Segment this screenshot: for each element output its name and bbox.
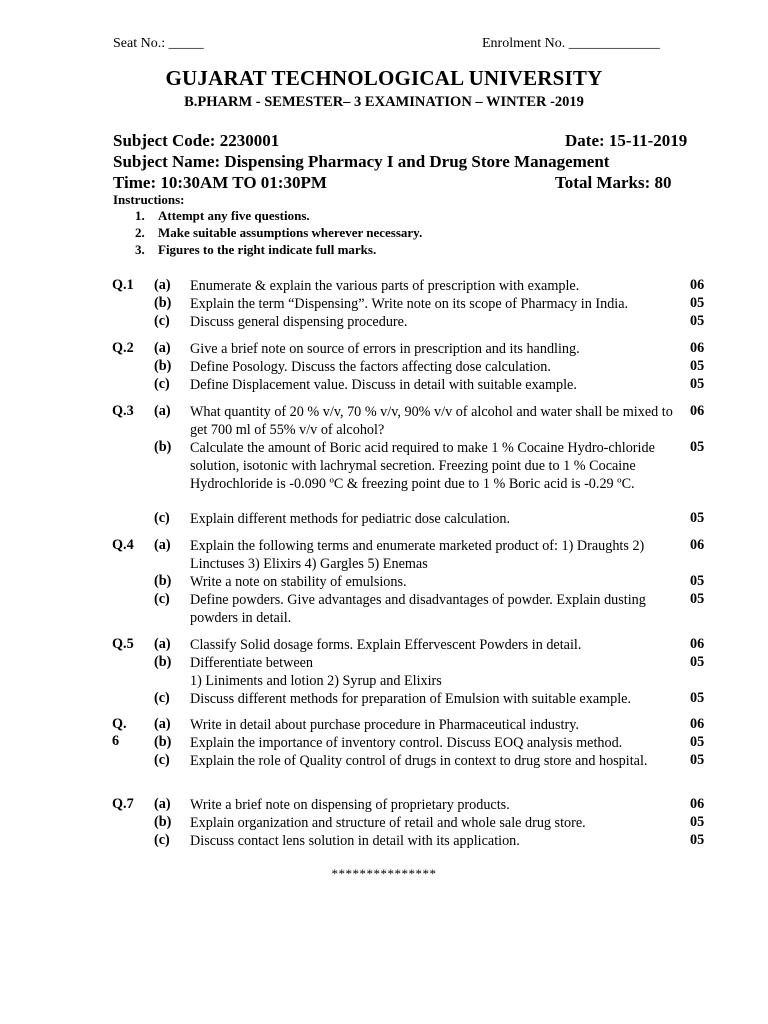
question-number: Q.5 — [112, 636, 134, 652]
instruction-text: Make suitable assumptions wherever necessary. — [158, 225, 423, 240]
question-part-label: (a) — [154, 636, 171, 652]
question-marks: 05 — [690, 832, 705, 848]
question-part-label: (b) — [154, 814, 172, 830]
question-number: Q. 6 — [112, 716, 127, 749]
question-text: Differentiate between 1) Liniments and lotion 2) Syrup and Elixirs — [190, 655, 442, 689]
question-part-label: (a) — [154, 537, 171, 553]
question-part-label: (a) — [154, 277, 171, 293]
instructions-heading: Instructions: — [113, 192, 185, 207]
question-marks: 05 — [690, 654, 705, 670]
question-part-label: (a) — [154, 340, 171, 356]
exam-date: Date: 15-11-2019 — [565, 131, 688, 150]
question-text: Give a brief note on source of errors in prescription and its handling. — [190, 341, 580, 357]
instruction-item — [135, 224, 422, 241]
question-text: Explain organization and structure of retail and whole sale drug store. — [190, 815, 586, 831]
instruction-number: 1. — [135, 208, 145, 223]
question-text: Write a brief note on dispensing of proprietary products. — [190, 797, 510, 813]
instruction-item — [135, 241, 422, 258]
question-marks: 06 — [690, 636, 705, 652]
question-number: Q.1 — [112, 277, 134, 293]
question-marks: 05 — [690, 573, 705, 589]
total-marks: Total Marks: 80 — [555, 173, 672, 192]
exam-title: B.PHARM - SEMESTER– 3 EXAMINATION – WINTER -2019 — [184, 94, 584, 110]
question-part-label: (a) — [154, 796, 171, 812]
question-marks: 05 — [690, 752, 705, 768]
question-marks: 05 — [690, 376, 705, 392]
question-text: Enumerate & explain the various parts of prescription with example. — [190, 278, 580, 294]
question-marks: 05 — [690, 690, 705, 706]
instruction-text: Attempt any five questions. — [158, 208, 310, 223]
question-part-label: (b) — [154, 358, 172, 374]
question-marks: 05 — [690, 734, 705, 750]
question-text: Discuss general dispensing procedure. — [190, 314, 408, 330]
question-marks: 06 — [690, 716, 705, 732]
question-text: Calculate the amount of Boric acid required to make 1 % Cocaine Hydro-chloride solution, isotonic with lachrymal secretion. Freezing point due to 1 % Cocaine Hydrochloride is -0.090 ºC & freezing point due to 1 % Boric acid is -0.29 ºC. — [190, 440, 655, 492]
university-title: GUJARAT TECHNOLOGICAL UNIVERSITY — [165, 66, 603, 90]
question-number: Q.3 — [112, 403, 134, 419]
question-part-label: (c) — [154, 376, 170, 392]
question-part-label: (a) — [154, 716, 171, 732]
question-text: What quantity of 20 % v/v, 70 % v/v, 90% v/v of alcohol and water shall be mixed to get 700 ml of 55% v/v of alcohol? — [190, 404, 673, 438]
question-marks: 05 — [690, 591, 705, 607]
question-part-label: (c) — [154, 690, 170, 706]
question-text: Classify Solid dosage forms. Explain Effervescent Powders in detail. — [190, 637, 582, 653]
question-text: Write in detail about purchase procedure in Pharmaceutical industry. — [190, 717, 579, 733]
end-of-paper-marker: *************** — [331, 866, 437, 881]
question-text: Define Posology. Discuss the factors affecting dose calculation. — [190, 359, 551, 375]
instructions-list — [135, 207, 422, 258]
question-marks: 05 — [690, 510, 705, 526]
question-text: Write a note on stability of emulsions. — [190, 574, 407, 590]
subject-name: Subject Name: Dispensing Pharmacy I and Drug Store Management — [113, 152, 610, 171]
question-part-label: (c) — [154, 832, 170, 848]
question-part-label: (b) — [154, 573, 172, 589]
question-text: Define Displacement value. Discuss in detail with suitable example. — [190, 377, 577, 393]
question-marks: 06 — [690, 403, 705, 419]
question-part-label: (b) — [154, 295, 172, 311]
question-marks: 05 — [690, 814, 705, 830]
exam-time: Time: 10:30AM TO 01:30PM — [113, 173, 327, 192]
question-part-label: (c) — [154, 313, 170, 329]
question-marks: 06 — [690, 277, 705, 293]
seat-number-field: Seat No.: _____ — [113, 36, 204, 51]
question-part-label: (a) — [154, 403, 171, 419]
question-part-label: (c) — [154, 752, 170, 768]
question-marks: 05 — [690, 358, 705, 374]
instruction-text: Figures to the right indicate full marks. — [158, 242, 377, 257]
question-text: Discuss different methods for preparation of Emulsion with suitable example. — [190, 691, 632, 707]
question-marks: 06 — [690, 796, 705, 812]
question-number: Q.4 — [112, 537, 134, 553]
question-text: Explain different methods for pediatric dose calculation. — [190, 511, 511, 527]
question-marks: 05 — [690, 313, 705, 329]
question-part-label: (b) — [154, 734, 172, 750]
question-marks: 05 — [690, 439, 705, 455]
instruction-number: 3. — [135, 242, 145, 257]
instruction-item — [135, 207, 422, 224]
question-marks: 06 — [690, 537, 705, 553]
question-text: Discuss contact lens solution in detail with its application. — [190, 833, 520, 849]
question-text: Explain the following terms and enumerate marketed product of: 1) Draughts 2) Linctuses 3) Elixirs 4) Gargles 5) Enemas — [190, 538, 645, 572]
instruction-number: 2. — [135, 225, 145, 240]
question-part-label: (b) — [154, 654, 172, 670]
question-text: Explain the term “Dispensing”. Write note on its scope of Pharmacy in India. — [190, 296, 629, 312]
question-part-label: (b) — [154, 439, 172, 455]
question-text: Explain the importance of inventory control. Discuss EOQ analysis method. — [190, 735, 623, 751]
question-text: Explain the role of Quality control of drugs in context to drug store and hospital. — [190, 753, 648, 769]
question-text: Define powders. Give advantages and disadvantages of powder. Explain dusting powders in detail. — [190, 592, 646, 626]
question-marks: 06 — [690, 340, 705, 356]
question-number: Q.2 — [112, 340, 134, 356]
question-part-label: (c) — [154, 510, 170, 526]
enrolment-number-field: Enrolment No. _____________ — [482, 36, 660, 51]
question-marks: 05 — [690, 295, 705, 311]
subject-code: Subject Code: 2230001 — [113, 131, 280, 150]
question-number: Q.7 — [112, 796, 134, 812]
question-part-label: (c) — [154, 591, 170, 607]
